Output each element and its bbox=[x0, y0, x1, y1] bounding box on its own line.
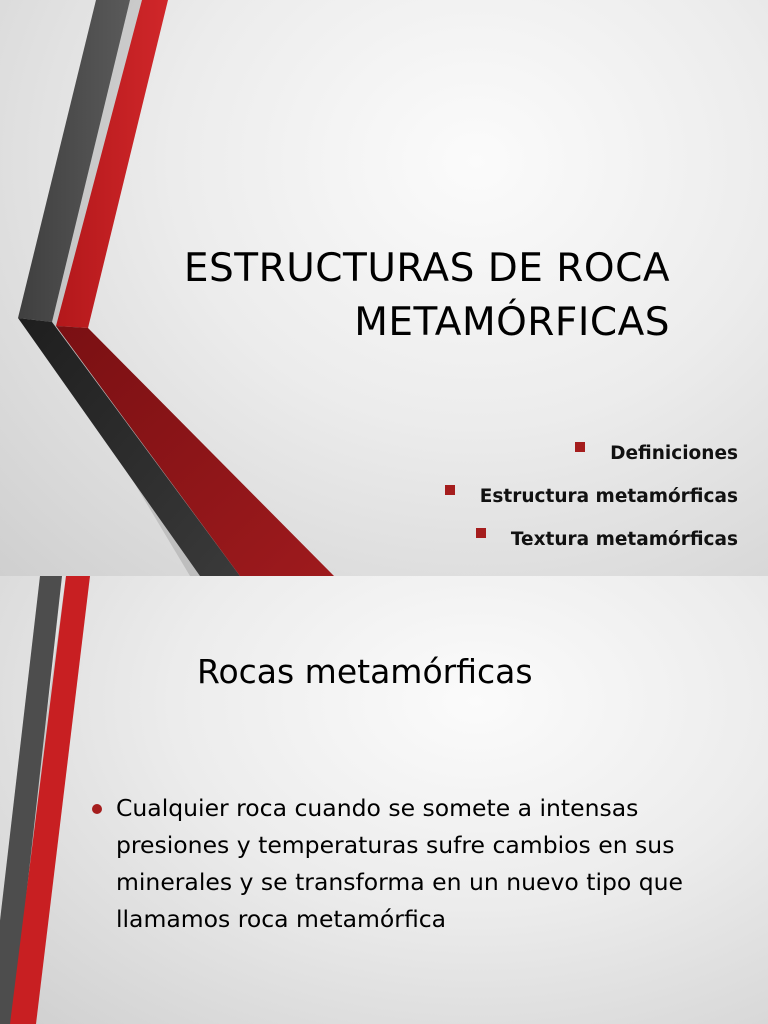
list-item-label: Textura metamórficas bbox=[510, 529, 738, 550]
slide-title bbox=[50, 242, 670, 350]
square-bullet-icon bbox=[445, 485, 455, 495]
slide-title: Rocas metamórficas bbox=[197, 652, 533, 691]
square-bullet-icon bbox=[476, 528, 486, 538]
list-item-label: Definiciones bbox=[610, 443, 738, 464]
list-item bbox=[445, 432, 738, 475]
list-item bbox=[90, 790, 730, 938]
topic-list bbox=[445, 432, 738, 561]
title-line-2: METAMÓRFICAS bbox=[354, 300, 670, 345]
title-line-1: ESTRUCTURAS DE ROCA bbox=[183, 246, 670, 291]
list-item bbox=[445, 518, 738, 561]
bullet-text: Cualquier roca cuando se somete a intensas presiones y temperaturas sufre cambios en sus minerales y se transforma en un nuevo tipo que llamamos roca metamórfica bbox=[116, 794, 684, 933]
square-bullet-icon bbox=[575, 442, 585, 452]
list-item-label: Estructura metamórficas bbox=[479, 486, 738, 507]
list-item bbox=[445, 475, 738, 518]
round-bullet-icon bbox=[92, 804, 102, 814]
bullet-list bbox=[90, 790, 730, 938]
